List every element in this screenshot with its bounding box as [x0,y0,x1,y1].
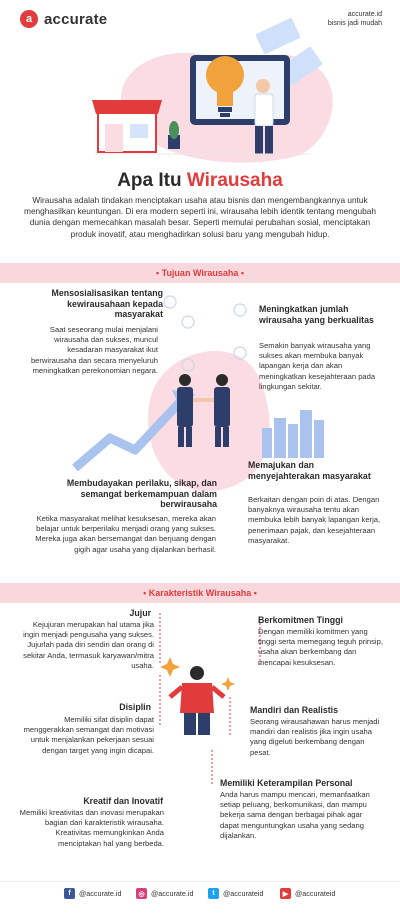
intro-paragraph: Wirausaha adalah tindakan menciptakan usaha atau bisnis dan mengembangkannya untuk menghasilkan keuntungan. Di era modern seperti ini, wirausaha lebih identik tentang mengubah dunia dengan memecahkan masalah besar. Seperti memulai perubahan sosial, menciptakan produk inovatif, atau menghadirkan solusi baru yang mengubah hidup. [24,195,376,239]
hero-illustration [0,0,400,170]
twitter-link[interactable]: t @accurateid [208,888,263,899]
karakter-2-text: Dengan memiliki komitmen yang tinggi serta memegang teguh prinsip, usaha akan berkembang dan mencapai kesuksesan. [258,627,383,667]
instagram-link[interactable]: ◎ @accurate.id [136,888,193,899]
karakter-5-text: Memiliki kreativitas dan inovasi merupakan bagian dari karakteristik wirausaha. Kreativitas memungkinkan Anda menciptakan hal yang berbeda. [19,808,164,848]
tujuan-1-title: Mensosialisasikan tentang kewirausahaan kepada masyarakat [51,288,163,319]
tujuan-3-text: Ketika masyarakat melihat kesuksesan, mereka akan belajar untuk berperilaku menjadi orang yang sukses. Mereka juga akan bersemangat dan berjuang dengan gigih agar usaha yang dijalankan berhasil. [35,514,216,554]
karakter-6-title: Memiliki Keterampilan Personal [220,778,353,788]
karakter-2-title: Berkomitmen Tinggi [258,615,343,625]
karakter-1-text: Kejujuran merupakan hal utama jika ingin menjadi pengusaha yang sukses. Jujurlah pada diri sendiri dan orang di sekitar Anda, termasuk karyawan/mitra usaha. [23,620,154,670]
section-title-tujuan: • Tujuan Wirausaha • [155,268,245,278]
entrepreneur-figure [170,666,224,735]
logo-text: accurate [44,10,108,28]
footer [0,881,400,912]
facebook-link[interactable]: f @accurate.id [64,888,121,899]
site-url: accurate.id [347,11,382,18]
section-title-karakteristik: • Karakteristik Wirausaha • [143,588,257,598]
tujuan-1-text: Saat seseorang mulai menjalani wirausaha dan sukses, muncul kesadaran masyarakat ikut berwirausaha dan secara menyeluruh meningkatkan perekonomian negara. [30,325,158,375]
logo-mark-icon: a [20,10,38,28]
instagram-icon: ◎ [136,888,147,899]
karakter-6-text: Anda harus mampu mencari, memanfaatkan setiap peluang, berkomunikasi, dan mampu bekerja sama dengan berbagai pihak agar dapat menguntungkan usaha yang sedang dijalankan. [220,790,370,840]
page-title: Apa Itu Wirausaha [117,170,283,191]
site-slogan: bisnis jadi mudah [327,20,382,27]
youtube-icon: ▶ [280,888,291,899]
karakter-1-title: Jujur [129,608,151,618]
twitter-icon: t [208,888,219,899]
karakter-5-title: Kreatif dan Inovatif [83,796,163,806]
city-buildings-icon [262,410,324,458]
plant-icon [168,121,180,149]
shop-icon [92,100,162,152]
karakter-4-title: Mandiri dan Realistis [250,705,338,715]
tujuan-2-title: Meningkatkan jumlah wirausaha yang berkualitas [259,304,374,325]
title-highlight: Wirausaha [186,170,283,191]
karakter-4-text: Seorang wirausahawan harus menjadi mandiri dan realistis jika ingin usaha yang digeluti berkembang dengan pesat. [250,717,380,757]
tujuan-3-title: Membudayakan perilaku, sikap, dan semangat berkemampuan dalam berwirausaha [66,478,217,509]
karakter-3-text: Memiliki sifat disiplin dapat menggerakkan semangat dan motivasi untuk menjalankan pekerjaan sesuai dengan target yang ingin dicapai. [23,715,154,755]
youtube-link[interactable]: ▶ @accurateid [280,888,335,899]
tujuan-2-text: Semakin banyak wirausaha yang sukses akan membuka banyak lapangan kerja dan akan meningkatkan kesejahteraan pada lingkungan sekitar. [259,341,376,391]
tujuan-4-title: Memajukan dan menyejahterakan masyarakat [248,460,371,481]
karakter-3-title: Disiplin [119,702,151,712]
facebook-icon: f [64,888,75,899]
tujuan-4-text: Berkaitan dengan poin di atas. Dengan banyaknya wirausaha tentu akan membuka lebih banyak lapangan kerja, penerimaan pajak, dan kesejahteraan masyarakat. [248,495,381,545]
